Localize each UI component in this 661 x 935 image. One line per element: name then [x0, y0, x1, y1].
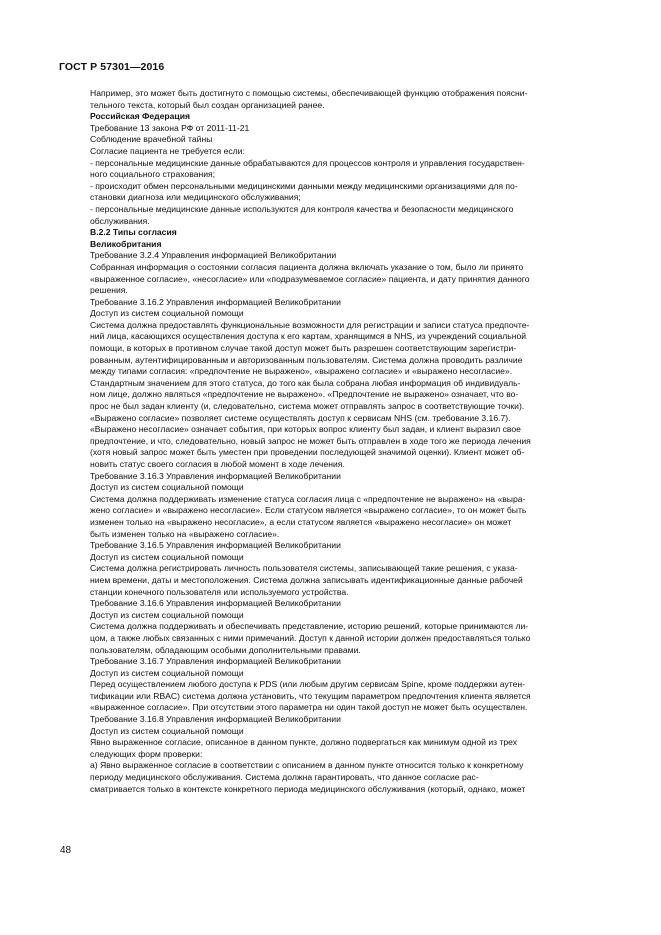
- text-line: тельного текста, который был создан организацией ранее.: [90, 99, 325, 110]
- text-line: быть изменен только на «выражено согласие».: [90, 528, 280, 539]
- section-heading: Великобритания: [90, 238, 162, 249]
- text-line: жено согласие» и «выражено несогласие». Если статусом является «выражено согласие», то он может быть: [90, 505, 527, 516]
- text-line: Соблюдение врачебной тайны: [90, 134, 213, 145]
- text-line: Система должна поддерживать изменение статуса согласия лица с «предпочтение не выражено» на «выра-: [90, 493, 526, 504]
- text-line: периоду медицинского обслуживания. Система должна гарантировать, что данное согласие рас-: [90, 772, 479, 783]
- text-line: а) Явно выраженное согласие в соответствии с описанием в данном пункте относится только к конкретному: [90, 760, 524, 771]
- text-line: Перед осуществлением любого доступа к PDS (или любым другим сервисам Spine, кроме поддержки аутен-: [90, 679, 526, 690]
- text-line: пользователям, обладающим особыми дополнительными правами.: [90, 644, 361, 655]
- text-line: Согласие пациента не требуется если:: [90, 145, 245, 156]
- text-line: цом, а также любых связанных с ними примечаний. Доступ к данной истории должен предоставляться только: [90, 632, 531, 643]
- text-line: изменен только на «выражено несогласие», а если статусом является «выражено несогласие» он может: [90, 516, 512, 527]
- section-heading: В.2.2 Типы согласия: [90, 227, 177, 238]
- text-line: рованным, аутентифицированным и авторизованным пользователям. Система должна проводить различие: [90, 354, 523, 365]
- text-line: Доступ из систем социальной помощи: [90, 482, 244, 493]
- text-line: - происходит обмен персональными медицинскими данными между медицинскими организациями для по-: [90, 180, 518, 191]
- text-line: станции конечного пользователя или используемого устройства.: [90, 586, 349, 597]
- text-line: решения.: [90, 285, 128, 296]
- text-line: Стандартным значением для этого статуса, до того как была собрана любая информация об индивидуаль-: [90, 377, 521, 388]
- text-line: ний лица, касающихся осуществления доступа к его картам, хранящимся в NHS, из учреждений социальной: [90, 331, 527, 342]
- text-line: Доступ из систем социальной помощи: [90, 609, 244, 620]
- text-line: помощи, в которых в противном случае такой доступ может быть разрешен соответствующим зарегистри-: [90, 343, 517, 354]
- text-line: «выраженное согласие». При отсутствии этого параметра ни один такой доступ не может быть осуществлен.: [90, 702, 528, 713]
- text-line: тификации или RBAC) система должна установить, что текущим параметром предпочтения клиента является: [90, 690, 531, 701]
- text-line: «Выражено согласие» позволяет системе осуществлять доступ к сервисам NHS (см. требование 3.16.7).: [90, 412, 511, 423]
- text-line: Доступ из систем социальной помощи: [90, 551, 244, 562]
- text-line: Собранная информация о состоянии согласия пациента должна включать указание о том, было ли принято: [90, 261, 524, 272]
- text-line: следующих форм проверки:: [90, 748, 203, 759]
- text-line: Доступ из систем социальной помощи: [90, 667, 244, 678]
- text-line: Требование 3.16.7 Управления информацией Великобритании: [90, 656, 341, 667]
- text-line: прос не был задан клиенту (и, следовательно, система может отправлять запрос в соответствующие точки).: [90, 401, 525, 412]
- text-line: «выраженное согласие», «несогласие» или «подразумеваемое согласие» пациента, и дату принятия данного: [90, 273, 530, 284]
- text-line: Система должна поддерживать и обеспечивать представление, историю решений, которые принимаются ли-: [90, 621, 529, 632]
- text-line: Явно выраженное согласие, описанное в данном пункте, должно подвергаться как минимум одной из трех: [90, 737, 518, 748]
- text-line: Требование 13 закона РФ от 2011-11-21: [90, 122, 250, 133]
- text-line: между типами согласия: «предпочтение не выражено», «выражено согласие» и «выражено несогласие».: [90, 366, 513, 377]
- text-line: Доступ из систем социальной помощи: [90, 308, 244, 319]
- section-heading: Российская Федерация: [90, 111, 190, 122]
- text-line: Требование 3.16.2 Управления информацией Великобритании: [90, 296, 341, 307]
- text-line: - персональные медицинские данные обрабатываются для процессов контроля и управления государствен-: [90, 157, 525, 168]
- text-line: новить статус своего согласия в любой момент в ходе лечения.: [90, 459, 345, 469]
- text-line: ного социального страхования;: [90, 169, 216, 180]
- document-header: ГОСТ Р 57301—2016: [59, 61, 165, 73]
- text-line: Например, это может быть достигнуто с помощью системы, обеспечивающей функцию отображения поясни-: [90, 88, 528, 98]
- text-line: сматривается только в контексте конкретного периода медицинского обслуживания (который, однако, может: [90, 783, 526, 794]
- text-line: Требование 3.16.6 Управления информацией Великобритании: [90, 598, 341, 609]
- text-line: Система должна предоставлять функциональные возможности для регистрации и записи статуса предпочте-: [90, 319, 530, 330]
- text-line: обслуживания.: [90, 215, 150, 226]
- text-line: - персональные медицинские данные используются для контроля качества и безопасности медицинского: [90, 203, 514, 214]
- text-line: ном лице, должно являться «предпочтение не выражено». «Предпочтение не выражено» означает, что во-: [90, 389, 519, 400]
- text-line: Требование 3.16.8 Управления информацией Великобритании: [90, 714, 341, 725]
- text-line: Требование 3.2.4 Управления информацией Великобритании: [90, 250, 337, 261]
- text-line: Доступ из систем социальной помощи: [90, 725, 244, 736]
- text-line: предпочтение, и что, следовательно, новый запрос не может быть отправлен в ходе того же периода лечения: [90, 435, 531, 446]
- text-line: (хотя новый запрос может быть уместен при проведении последующей значимой оценки). Клиент может об-: [90, 447, 525, 458]
- page-number: 48: [60, 845, 72, 856]
- text-line: Требование 3.16.5 Управления информацией Великобритании: [90, 540, 341, 551]
- text-line: «Выражено несогласие» означает события, при которых вопрос клиенту был задан, и клиент выразил свое: [90, 424, 521, 435]
- text-line: Требование 3.16.3 Управления информацией Великобритании: [90, 470, 341, 481]
- document-body: [90, 88, 598, 795]
- text-line: нием времени, даты и местоположения. Система должна записывать идентификационные данные рабочей: [90, 574, 523, 585]
- text-line: становки диагноза или медицинского обслуживания;: [90, 192, 301, 203]
- text-line: Система должна регистрировать личность пользователя системы, записывающей такие решения, с указа-: [90, 563, 518, 574]
